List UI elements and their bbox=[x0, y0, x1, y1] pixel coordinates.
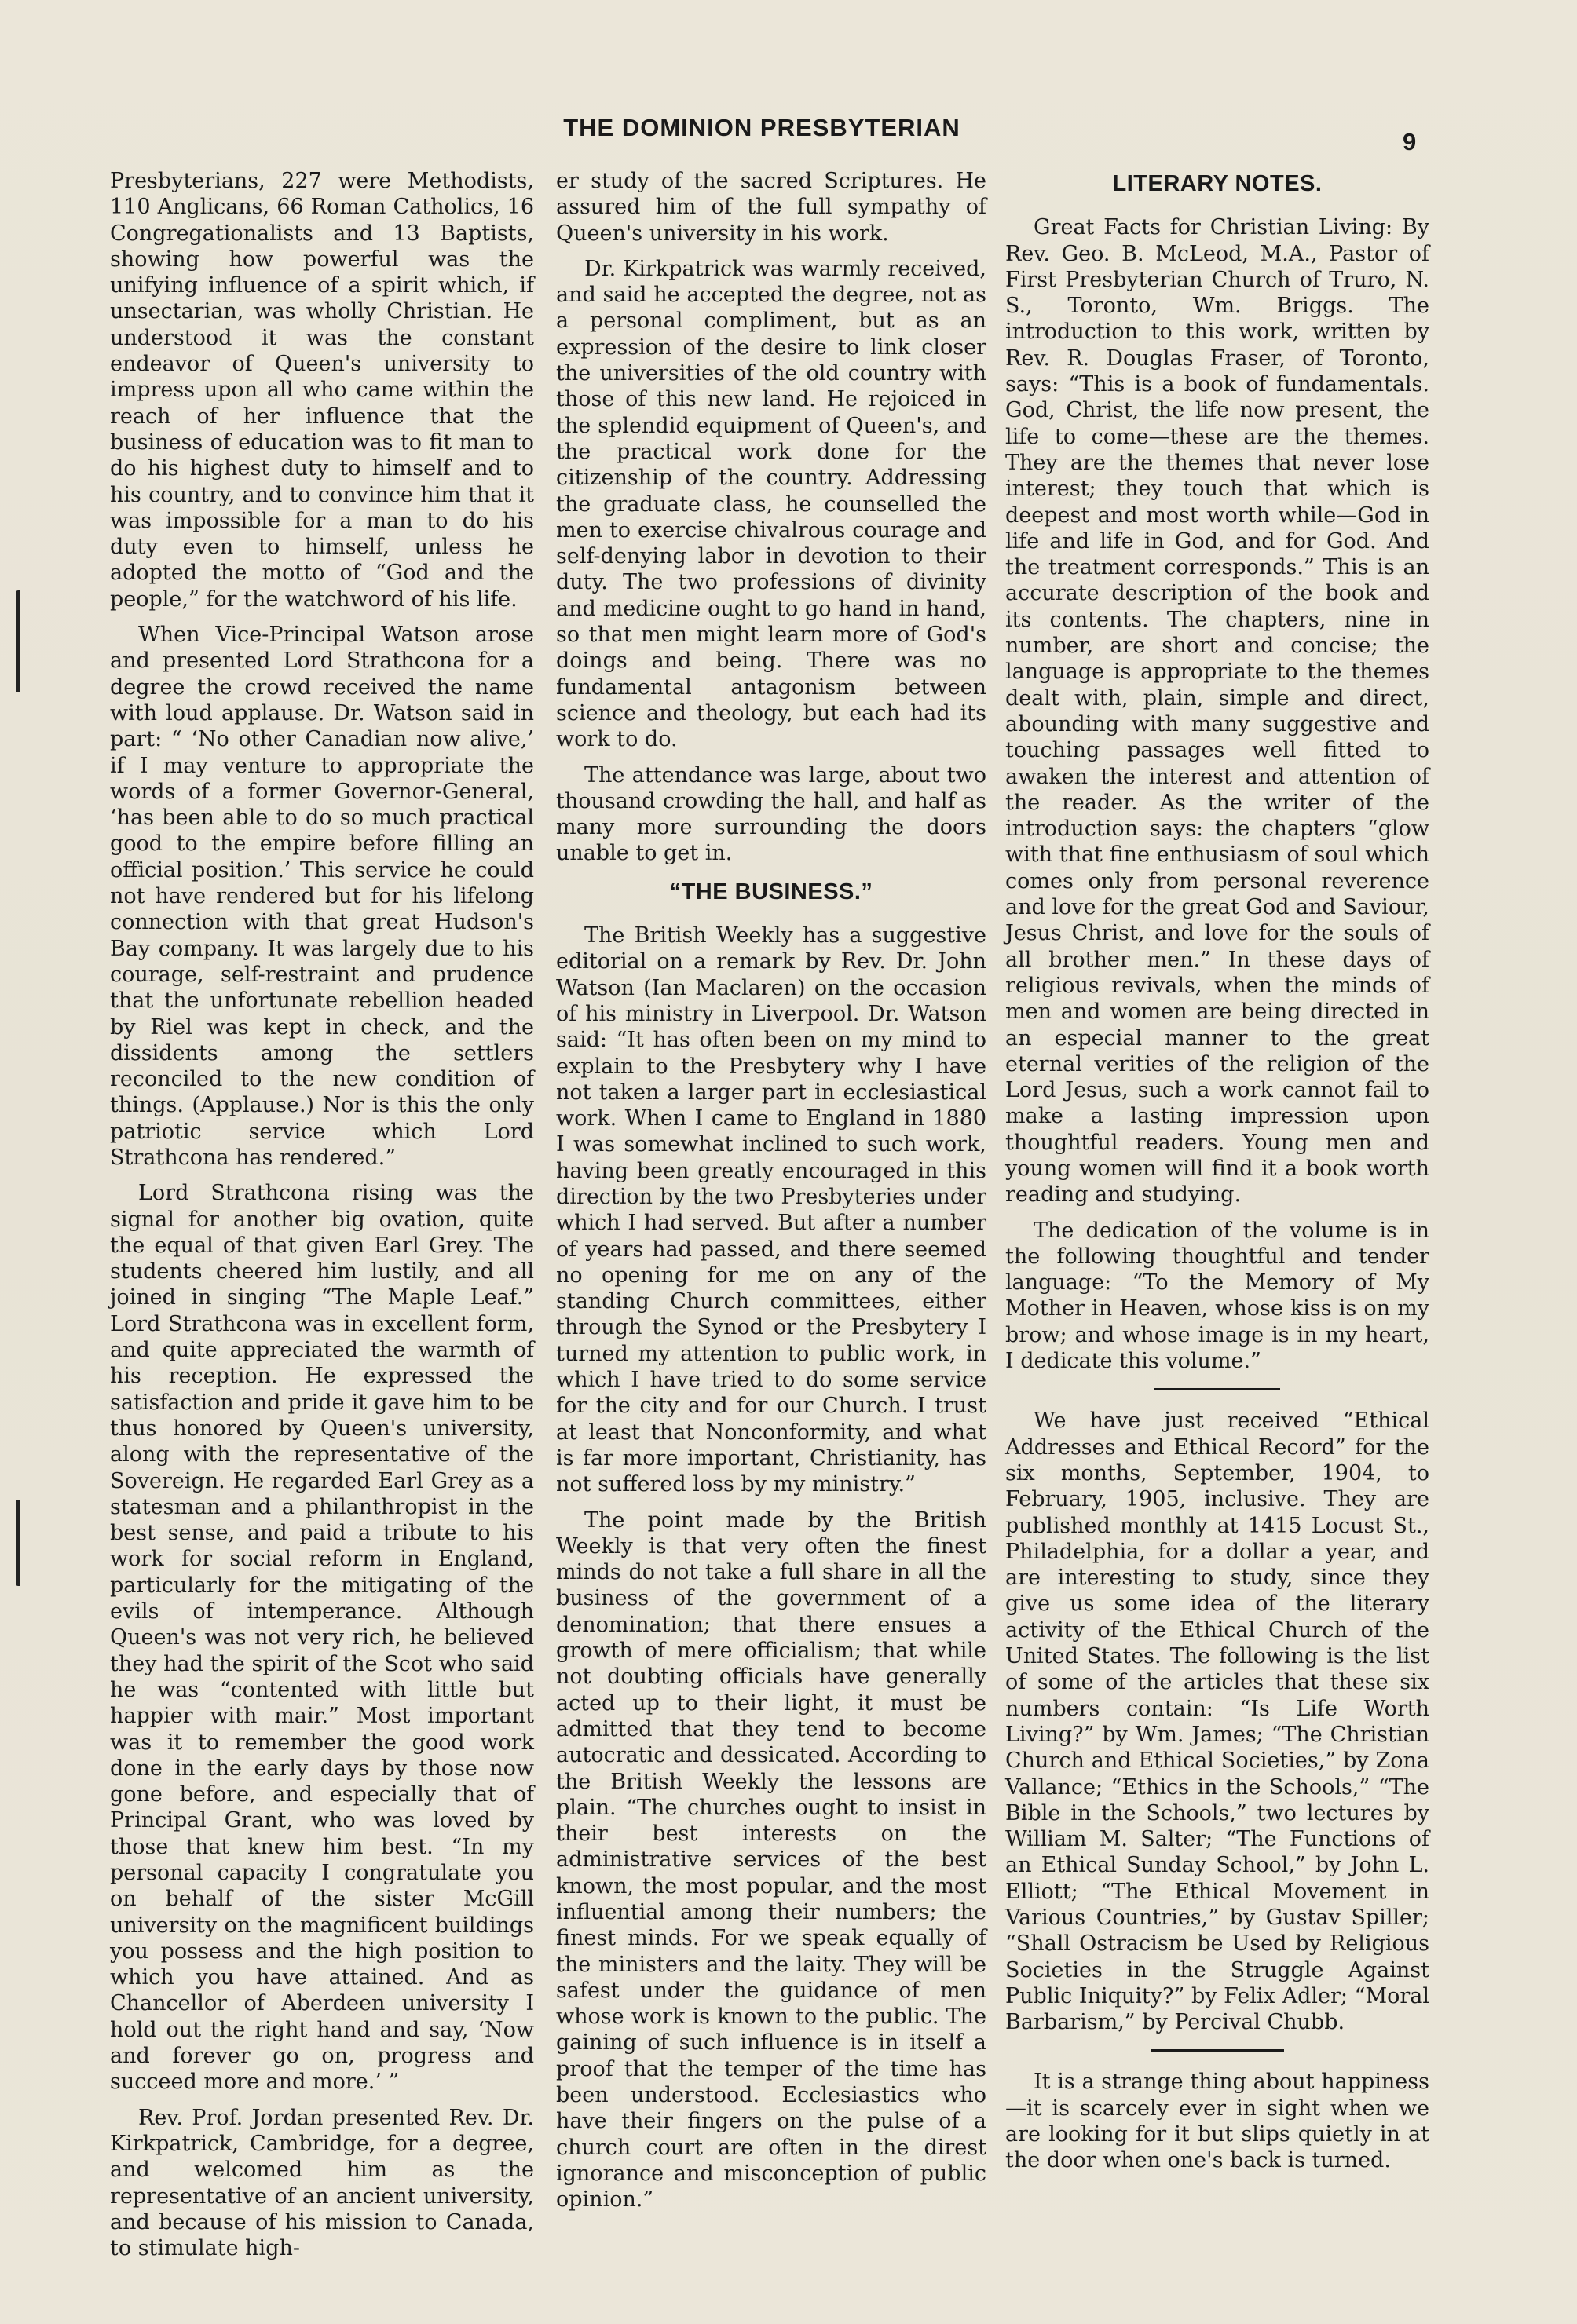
running-title: THE DOMINION PRESBYTERIAN bbox=[563, 114, 960, 141]
section-heading-business: “THE BUSINESS.” bbox=[669, 879, 873, 904]
article-paragraph: er study of the sacred Scriptures. He assured him of the full sympathy of Queen's university in his work. bbox=[556, 169, 986, 246]
article-paragraph: Great Facts for Christian Living: By Rev. Geo. B. McLeod, M.A., Pastor of First Presbyterian Church of Truro, N. S., Toronto, Wm. Briggs. The introduction to this work, written by Rev. R. Douglas Fraser, of Toronto, says: “This is a book of fundamentals. God, Christ, the life now present, the life to come—these are the themes. They are the themes that never lose interest; they touch that which is deepest and most worth while—God in life and life in God, and for God. And the treatment corresponds.” This is an accurate description of the book and its contents. The chapters, nine in number, are short and concise; the language is appropriate to the themes dealt with, plain, simple and direct, abounding with many suggestive and touching passages well fitted to awaken the interest and attention of the reader. As the writer of the introduction says: the chapters “glow with that fine enthusiasm of soul which comes only from personal reverence and love for the great God and Saviour, Jesus Christ, and love for the souls of all brother men.” In these days of religious revivals, when the minds of men and women are being directed in an especial manner to the great eternal verities of the religion of the Lord Jesus, such a work cannot fail to make a lasting impression upon thoughtful readers. Young men and young women will find it a book worth reading and studying. bbox=[1005, 215, 1429, 1208]
article-paragraph: It is a strange thing about happiness—it is scarcely ever in sight when we are looking for it but slips quietly in at the door when one's back is turned. bbox=[1005, 2070, 1429, 2173]
article-paragraph: The dedication of the volume is in the following thoughtful and tender language: “To the Memory of My Mother in Heaven, whose kiss is on my brow; and whose image is in my heart, I dedicate this volume.” bbox=[1005, 1218, 1429, 1374]
column-right bbox=[1005, 168, 1429, 2183]
column-left bbox=[110, 168, 534, 2271]
margin-mark-lower bbox=[16, 1500, 27, 1586]
article-paragraph: The point made by the British Weekly is that very often the finest minds do not take a full share in all the business of the government of a denomination; that there ensues a growth of mere officialism; that while not doubting officials have generally acted up to their light, it must be admitted that they tend to become autocratic and dessicated. According to the British Weekly the lessons are plain. “The churches ought to insist in their best interests on the administrative services of the best known, the most popular, and the most influential among their numbers; the finest minds. For we speak equally of the ministers and the laity. They will be safest under the guidance of men whose work is known to the public. The gaining of such influence is in itself a proof that the temper of the time has been understood. Ecclesiastics who have their fingers on the pulse of a church court are often in the direst ignorance and misconception of public opinion.” bbox=[556, 1507, 986, 2213]
article-paragraph: Presbyterians, 227 were Methodists, 110 Anglicans, 66 Roman Catholics, 16 Congregationalists and 13 Baptists, showing how powerful was the unifying influence of a spirit which, if unsectarian, was wholly Christian. He understood it was the constant endeavor of Queen's university to impress upon all who came within the reach of her influence that the business of education was to fit man to do his highest duty to himself and to his country, and to convince him that it was impossible for a man to do his duty even to himself, unless he adopted the motto of “God and the people,” for the watchword of his life. bbox=[110, 169, 534, 612]
article-paragraph: Rev. Prof. Jordan presented Rev. Dr. Kirkpatrick, Cambridge, for a degree, and welcomed him as the representative of an ancient university, and because of his mission to Canada, to stimulate high- bbox=[110, 2105, 534, 2261]
margin-mark-upper bbox=[16, 590, 27, 692]
article-paragraph: The attendance was large, about two thousand crowding the hall, and half as many more surrounding the doors unable to get in. bbox=[556, 762, 986, 866]
article-paragraph: The British Weekly has a suggestive editorial on a remark by Rev. Dr. John Watson (Ian Maclaren) on the occasion of his ministry in Liverpool. Dr. Watson said: “It has often been on my mind to explain to the Presbytery why I have not taken a larger part in ecclesiastical work. When I came to England in 1880 I was somewhat inclined to such work, having been greatly encouraged in this direction by the two Presbyteries under which I had served. But after a number of years had passed, and there seemed no opening for me on any of the standing Church committees, either through the Synod or the Presbytery I turned my attention to public work, in which I have tried to do some service for the city and for our Church. I trust at least that Nonconformity, and what is far more important, Christianity, has not suffered loss by my ministry.” bbox=[556, 923, 986, 1497]
article-paragraph: When Vice-Principal Watson arose and presented Lord Strathcona for a degree the crowd received the name with loud applause. Dr. Watson said in part: “ ‘No other Canadian now alive,’ if I may venture to appropriate the words of a former Governor-General, ‘has been able to do so much practical good to the empire before filling an official position.’ This service he could not have rendered but for his lifelong connection with that great Hudson's Bay company. It was largely due to his courage, self-restraint and prudence that the unfortunate rebellion headed by Riel was kept in check, and the dissidents among the settlers reconciled to the new condition of things. (Applause.) Nor is this the only patriotic service which Lord Strathcona has rendered.” bbox=[110, 623, 534, 1170]
section-divider bbox=[1151, 2049, 1284, 2052]
article-paragraph: Lord Strathcona rising was the signal for another big ovation, quite the equal of that given Earl Grey. The students cheered him lustily, and all joined in singing “The Maple Leaf.” Lord Strathcona was in excellent form, and quite appreciated the warmth of his reception. He expressed the satisfaction and pride it gave him to be thus honored by Queen's university, along with the representative of the Sovereign. He regarded Earl Grey as a statesman and a philanthropist in the best sense, and paid a tribute to his work for social reform in England, particularly for the mitigating of the evils of intemperance. Although Queen's was not very rich, he believed they had the spirit of the Scot who said he was “contented with little but happier with mair.” Most important was it to remember the good work done in the early days by those now gone before, and especially that of Principal Grant, who was loved by those that knew him best. “In my personal capacity I congratulate you on behalf of the sister McGill university on the magnificent buildings you possess and the high position to which you have attained. And as Chancellor of Aberdeen university I hold out the right hand and say, ‘Now and forever go on, progress and succeed more and more.’ ” bbox=[110, 1181, 534, 2095]
article-paragraph: Dr. Kirkpatrick was warmly received, and said he accepted the degree, not as a personal compliment, but as an expression of the desire to link closer the universities of the old country with those of this new land. He rejoiced in the splendid equipment of Queen's, and the practical work done for the citizenship of the country. Addressing the graduate class, he counselled the men to exercise chivalrous courage and self-denying labor in devotion to their duty. The two professions of divinity and medicine ought to go hand in hand, so that men might learn more of God's doings and being. There was no fundamental antagonism between science and theology, but each had its work to do. bbox=[556, 256, 986, 752]
section-divider bbox=[1154, 1388, 1280, 1390]
page-number: 9 bbox=[1403, 128, 1417, 155]
section-heading-literary-notes: LITERARY NOTES. bbox=[1112, 171, 1323, 196]
column-middle bbox=[556, 168, 986, 2223]
article-paragraph: We have just received “Ethical Addresses and Ethical Record” for the six months, September, 1904, to February, 1905, inclusive. They are published monthly at 1415 Locust St., Philadelphia, for a dollar a year, and are interesting to study, since they give us some idea of the literary activity of the Ethical Church of the United States. The following is the list of some of the articles that these six numbers contain: “Is Life Worth Living?” by Wm. James; “The Christian Church and Ethical Societies,” by Zona Vallance; “Ethics in the Schools,” “The Bible in the Schools,” two lectures by William M. Salter; “The Functions of an Ethical Sunday School,” by John L. Elliott; “The Ethical Movement in Various Countries,” by Gustav Spiller; “Shall Ostracism be Used by Religious Societies in the Struggle Against Public Iniquity?” by Felix Adler; “Moral Barbarism,” by Percival Chubb. bbox=[1005, 1409, 1429, 2035]
